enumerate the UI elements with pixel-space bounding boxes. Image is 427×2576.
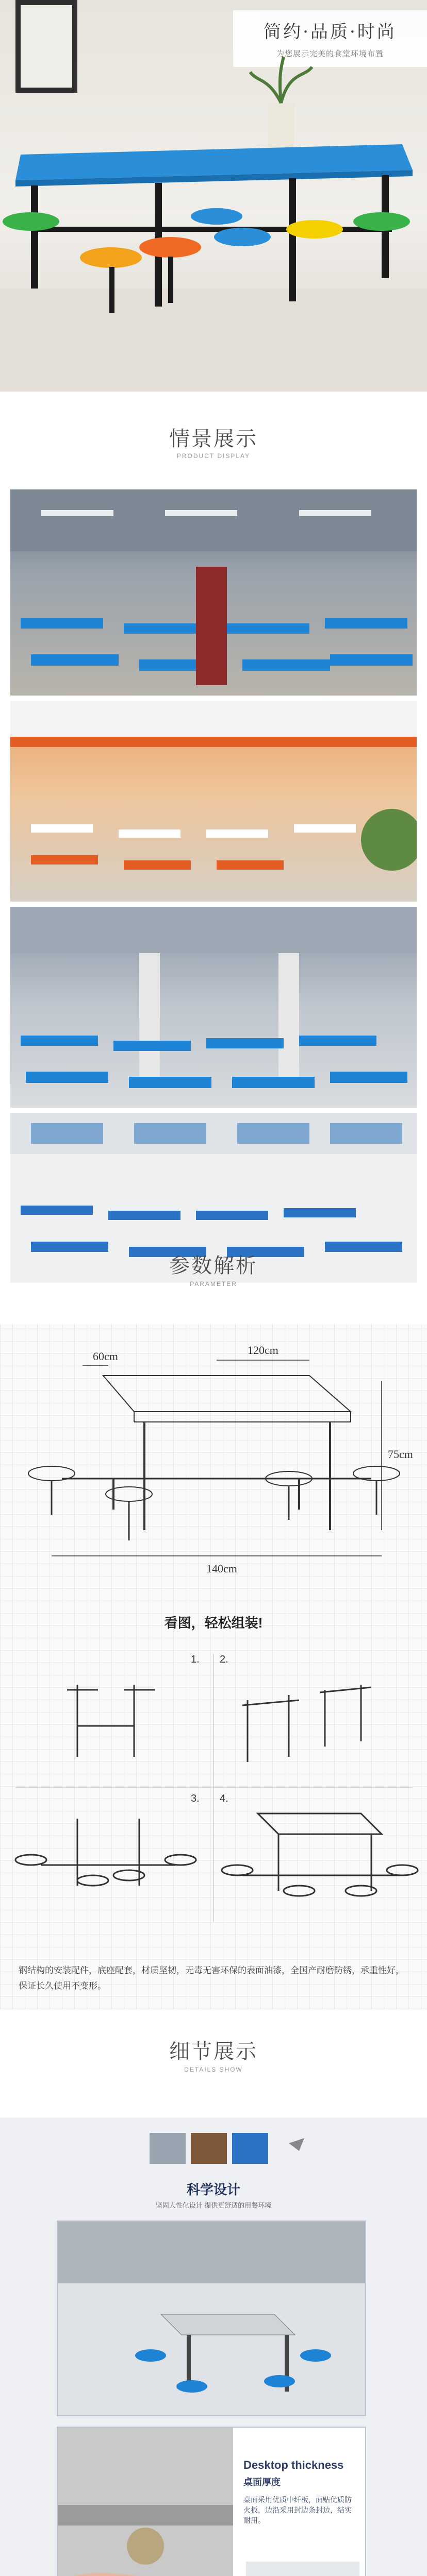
hero-table-image xyxy=(0,0,427,392)
assembly-diagram xyxy=(0,1643,427,1932)
scenes-title: 情景展示 xyxy=(169,427,258,451)
hero-subtitle: 为您展示完美的食堂环境布置 xyxy=(276,49,384,58)
scene-photo-1 xyxy=(10,489,417,696)
params-title: 参数解析 xyxy=(169,1254,258,1278)
step-1-label: 1. xyxy=(191,1654,200,1665)
card1-body: 桌面采用优质中纤板，面贴优质防火板，边沿采用封边条封边，结实耐用。 xyxy=(243,2496,352,2524)
params-section xyxy=(0,1324,427,2009)
scenes-subtitle: PRODUCT DISPLAY xyxy=(176,452,251,460)
height-label: 75cm xyxy=(388,1448,413,1461)
hero-section xyxy=(0,0,427,392)
card1-subtitle: 桌面厚度 xyxy=(243,2477,281,2487)
details-title: 细节展示 xyxy=(169,2040,258,2063)
step-2-label: 2. xyxy=(220,1654,228,1665)
dimension-drawing xyxy=(0,1324,427,1633)
details-subtitle: DETAILS SHOW xyxy=(184,2066,243,2073)
step-4-label: 4. xyxy=(220,1793,228,1804)
params-note: 钢结构的安装配件，底座配套，材质坚韧，无毒无害环保的表面油漆，全国产耐磨防锈，承重性好，保证长久使用不变形。 xyxy=(19,1965,404,1991)
hero-title: 简约·品质·时尚 xyxy=(264,22,397,42)
science-title: 科学设计 xyxy=(186,2182,240,2197)
card1-title: Desktop thickness xyxy=(243,2459,344,2471)
total-length-label: 140cm xyxy=(206,1562,237,1575)
scene-photo-2 xyxy=(10,701,417,902)
detail-card-thickness-1 xyxy=(57,2427,366,2576)
params-subtitle: PARAMETER xyxy=(190,1280,237,1287)
details-section xyxy=(0,2117,427,2576)
scene-photo-3 xyxy=(10,907,417,1108)
detail-photo-room xyxy=(57,2221,366,2416)
step-3-label: 3. xyxy=(191,1793,200,1804)
length-label: 120cm xyxy=(248,1344,278,1357)
assembly-title: 看图，轻松组装! xyxy=(164,1615,263,1631)
science-subtitle: 坚固人性化设计 提供更舒适的用餐环境 xyxy=(155,2201,272,2209)
science-thumbs xyxy=(0,2123,427,2179)
width-label: 60cm xyxy=(93,1350,118,1363)
